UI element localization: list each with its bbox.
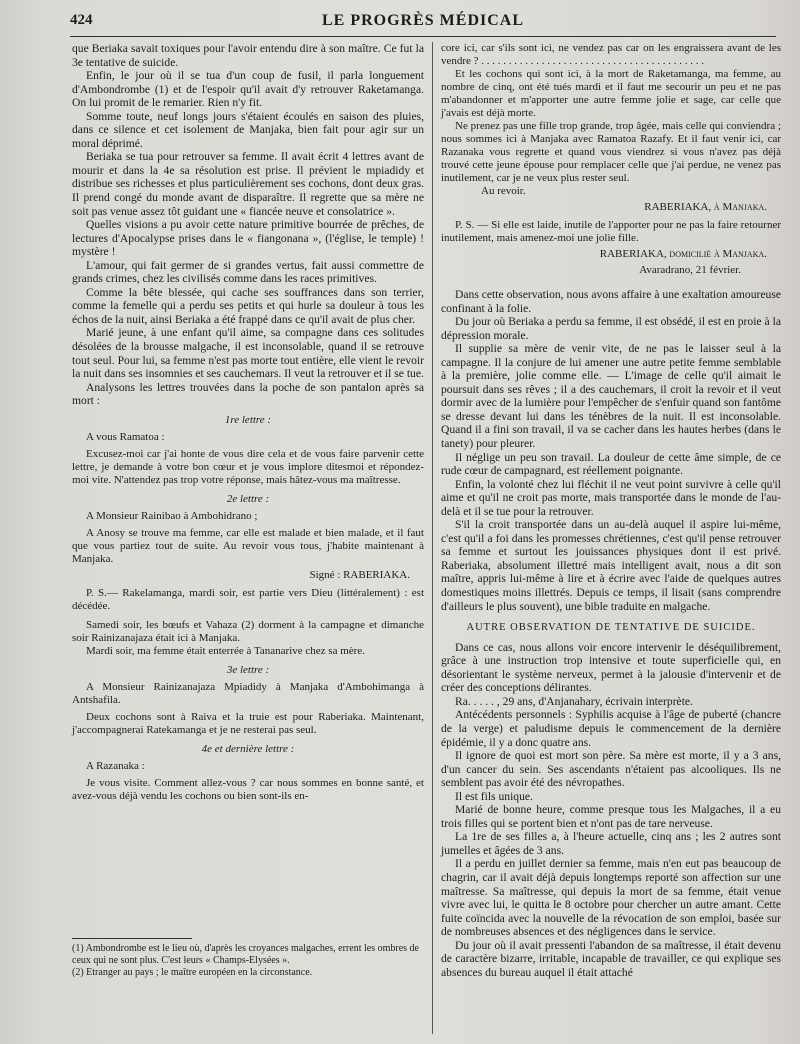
paragraph: Du jour où il avait pressenti l'abandon de sa maîtresse, il était devenu de caractère bizarre, irritable, incapable de travailler, ce qui explique ses absences du bureau auquel il était attaché	[441, 938, 781, 979]
letter-postscript: P. S. — Si elle est laide, inutile de l'apporter pour ne pas la faire retourner inutilement, mais amenez-moi une jolie fille.	[441, 219, 781, 244]
paragraph: Analysons les lettres trouvées dans la poche de son pantalon après sa mort :	[72, 380, 424, 408]
letter-3	[72, 664, 424, 737]
paragraph: Ra. . . . . , 29 ans, d'Anjanahary, écrivain interprète.	[455, 694, 693, 708]
paragraph: Comme la bête blessée, qui cache ses souffrances dans son terrier, comme la femelle qui a perdu ses petits et qui hurle sa douleur à tous les échos de la nuit, ainsi Beriaka a été frappé dans ce qu'il avait de plus cher.	[72, 285, 424, 326]
paragraph: Somme toute, neuf longs jours s'étaient écoulés en saison des pluies, dans ce silence et cet isolement de Manjaka, bien fait pour agir sur un moral déprimé.	[72, 109, 424, 150]
letter-heading: 1re lettre :	[224, 413, 272, 426]
section-title: AUTRE OBSERVATION DE TENTATIVE DE SUICIDE.	[466, 622, 756, 634]
letter-heading: 2e lettre :	[226, 492, 270, 505]
paragraph: Il néglige un peu son travail. La douleur de cette âme simple, de ce rude cœur de campagnard, est réellement poignante.	[441, 450, 781, 478]
right-column	[441, 42, 781, 1037]
letter-body: Samedi soir, les bœufs et Vahaza (2) dorment à la campagne et dimanche soir Rainizanajaza était ici à Manjaka.	[72, 618, 424, 644]
paragraph: Il supplie sa mère de venir vite, de ne pas le laisser seul à la campagne. Il la conjure de lui amener une autre petite femme semblable à la première, jolie comme elle. — L'image de celle qu'il aimait le poursuit dans ses rêves ; il a des cauchemars, il croit la revoir et il veut dormir avec de la lumière pour l'empêcher de s'enfuir quand son fantôme se dresse devant lui dans les ténèbres de la nuit. Il est inconsolable. Quand il a fini son travail, il va se cacher dans les hautes herbes (dans le tanety) pour pleurer.	[441, 342, 781, 451]
letter-2	[72, 493, 424, 658]
letter-address: A vous Ramatoa :	[86, 430, 165, 443]
paragraph: S'il la croit transportée dans un au-delà auquel il aspire lui-même, c'est qu'il a foi dans les promesses chrétiennes, c'est qu'il pense retrouver sa femme et surtout les jouissances physiques dont il est privé. Raberiaka, absolument illettré mais intelligent avait, nous a dit son maître, appris lui-même à lire et à écrire avec l'aide de quelques autres domestiques moins illettrés. Depuis ce temps, il lisait (sans comprendre d'ailleurs le plus souvent), une bible traduite en malgache.	[441, 518, 781, 613]
letter-signature: RABERIAKA, à Manjaka.	[644, 201, 767, 213]
paragraph: Enfin, la volonté chez lui fléchit il ne veut point survivre à celle qu'il aime et qu'il ne croit pas morte, mais transportée dans le monde de l'au-delà et il se tue pour la retrouver.	[441, 477, 781, 518]
paragraph: Marié de bonne heure, comme presque tous les Malgaches, il a eu trois filles qui se portent bien et n'ont pas de tare nerveuse.	[441, 803, 781, 830]
letter-address: A Razanaka :	[86, 759, 145, 772]
letter-body: Ne prenez pas une fille trop grande, trop âgée, mais celle qui conviendra ; nous sommes ici à Manjaka avec Ramatoa Razafy. Et il faut venir ici, car Razanaka vous regrette et quand vous viendrez si vous n'avez pas déjà trouvé cette jeune épouse pour remplacer celle que j'ai perdue, ne venez pas inutilement, car je ne veux plus rester seul.	[441, 120, 781, 184]
paragraph: L'amour, qui fait germer de si grandes vertus, fait aussi commettre de grands crimes, chez les civilisés comme dans les races primitives.	[72, 258, 424, 286]
letter-heading: 3e lettre :	[226, 663, 270, 676]
letter-signature: RABERIAKA, domicilié à Manjaka.	[599, 248, 767, 260]
paragraph: Antécédents personnels : Syphilis acquise à l'âge de puberté (chancre de la verge) et paludisme depuis le commencement de la dernière épidémie, il y a donc quatre ans.	[441, 708, 781, 749]
paragraph: Il ignore de quoi est mort son père. Sa mère est morte, il y a 3 ans, d'un cancer du sein. Ses ascendants n'étaient pas alcooliques. Ils ne semblent pas avoir été des névropathes.	[441, 749, 781, 790]
paragraph: que Beriaka savait toxiques pour l'avoir entendu dire à son maître. Ce fut la 3e tentative de suicide.	[72, 42, 424, 69]
footnotes	[72, 930, 424, 979]
letter-postscript: P. S.— Rakelamanga, mardi soir, est partie vers Dieu (littéralement) : est décédée.	[72, 586, 424, 612]
column-divider	[432, 42, 433, 1034]
letter-signature: Signé : RABERIAKA.	[309, 568, 410, 581]
letter-heading: 4e et dernière lettre :	[201, 742, 295, 755]
left-column	[72, 42, 424, 942]
header-rule	[70, 36, 776, 37]
letter-address: A Monsieur Rainibao à Ambohidrano ;	[86, 509, 258, 522]
letter-body: core ici, car s'ils sont ici, ne vendez pas car on les engraissera avant de les vendre ? . . . . . . . . . . . . . . . . . . . . . . . . . . . . . . . . . . . . . . . . .	[441, 42, 781, 67]
paragraph: Marié jeune, à une enfant qu'il aime, sa compagne dans ces solitudes désolées de la brousse malgache, il est inconsolable, quand il se retrouve tout seul. Pour lui, sa femme n'est pas morte tout entière, elle vient le revoir la nuit dans ses insomnies et ses cauchemars. Il veut la retrouver et il se tue.	[72, 326, 424, 381]
letter-closing: Au revoir.	[481, 185, 526, 197]
letter-body: Mardi soir, ma femme était enterrée à Tananarive chez sa mère.	[86, 644, 365, 657]
page-header	[70, 12, 776, 34]
paragraph: Beriaka se tua pour retrouver sa femme. Il avait écrit 4 lettres avant de mourir et dans la 4e sa résolution est prise. Il prévient le mpiadidy et distribue ses richesses et plus particulièrement ses cochons, dont deux gras. Il prend congé du monde avant de disparaître. Il regrette que sa mère ne soit pas venue assez tôt guidant une « fiancée neuve et consolatrice ».	[72, 150, 424, 218]
paragraph: Il est fils unique.	[455, 789, 533, 803]
letter-4-continued	[441, 42, 781, 277]
letter-address: A Monsieur Rainizanajaza Mpiadidy à Manjaka d'Ambohimanga à Antshafila.	[72, 680, 424, 706]
paragraph: Enfin, le jour où il se tua d'un coup de fusil, il parla longuement d'Ambondrombe (1) et de l'espoir qu'il avait d'y retrouver Raketamanga. On lui promit de le remarier. Rien n'y fit.	[72, 69, 424, 110]
journal-title: LE PROGRÈS MÉDICAL	[321, 12, 525, 29]
letter-4	[72, 743, 424, 803]
letter-date: Avaradrano, 21 février.	[639, 264, 741, 276]
paragraph: Il a perdu en juillet dernier sa femme, mais n'en eut pas beaucoup de chagrin, car il avait déjà depuis longtemps reporté son affection sur une maîtresse. Sa maîtresse, qui depuis la mort de sa femme, était venue vivre avec lui, le quitta le 8 octobre pour chercher un autre amant. Cette fuite coïncida avec la nouvelle de la révocation de son emploi, basée sur de nombreuses absences et des négligences dans le service.	[441, 857, 781, 939]
paragraph: Dans cette observation, nous avons affaire à une exaltation amoureuse confinant à la folie.	[441, 288, 781, 315]
letter-body: Et les cochons qui sont ici, à la mort de Raketamanga, ma femme, au nombre de cinq, ont été tués mardi et il faut me secourir un peu et ne pas m'abandonner et m'apporter une autre femme jolie et sage, car celle que j'avais est déjà morte.	[441, 68, 781, 119]
footnote-rule	[72, 938, 192, 939]
footnote: (2) Etranger au pays ; le maître européen en la circonstance.	[72, 967, 313, 978]
letter-1	[72, 414, 424, 487]
paragraph: Dans ce cas, nous allons voir encore intervenir le déséquilibrement, grâce à une instruction trop intensive et toute superficielle qui, en désorientant le système nerveux, permet à la jalousie d'intervenir et de créer des conceptions délirantes.	[441, 640, 781, 695]
paragraph: Du jour où Beriaka a perdu sa femme, il est obsédé, il est en proie à la dépression morale.	[441, 315, 781, 342]
paragraph: La 1re de ses filles a, à l'heure actuelle, cinq ans ; les 2 autres sont jumelles et âgées de 3 ans.	[441, 830, 781, 857]
letter-body: A Anosy se trouve ma femme, car elle est malade et bien malade, et il faut que vous partiez tout de suite. Au revoir vous tous, j'habite maintenant à Manjaka.	[72, 526, 424, 565]
footnote: (1) Ambondrombe est le lieu où, d'après les croyances malgaches, errent les ombres de ceux qui ne sont plus. C'est leurs « Champs-Elysées ».	[72, 943, 419, 966]
letter-body: Deux cochons sont à Raiva et la truie est pour Raberiaka. Maintenant, j'accompagnerai Ratekamanga et je ne resterai pas seul.	[72, 710, 424, 736]
paragraph: Quelles visions a pu avoir cette nature primitive bourrée de prêches, de lectures d'Apocalypse prises dans le « fiangonana », (l'église, le temple) ! mystère !	[72, 218, 424, 259]
letter-body: Excusez-moi car j'ai honte de vous dire cela et de vous faire parvenir cette lettre, je demande à votre bon cœur et je vous implore ditesmoi et répondez-moi vite. N'attendez pas trop votre réponse, mais hâtez-vous ma maîtresse.	[72, 447, 424, 486]
letter-body: Je vous visite. Comment allez-vous ? car nous sommes en bonne santé, et avez-vous déjà vendu les cochons ou bien sont-ils en-	[72, 776, 424, 802]
page-number: 424	[70, 12, 93, 28]
